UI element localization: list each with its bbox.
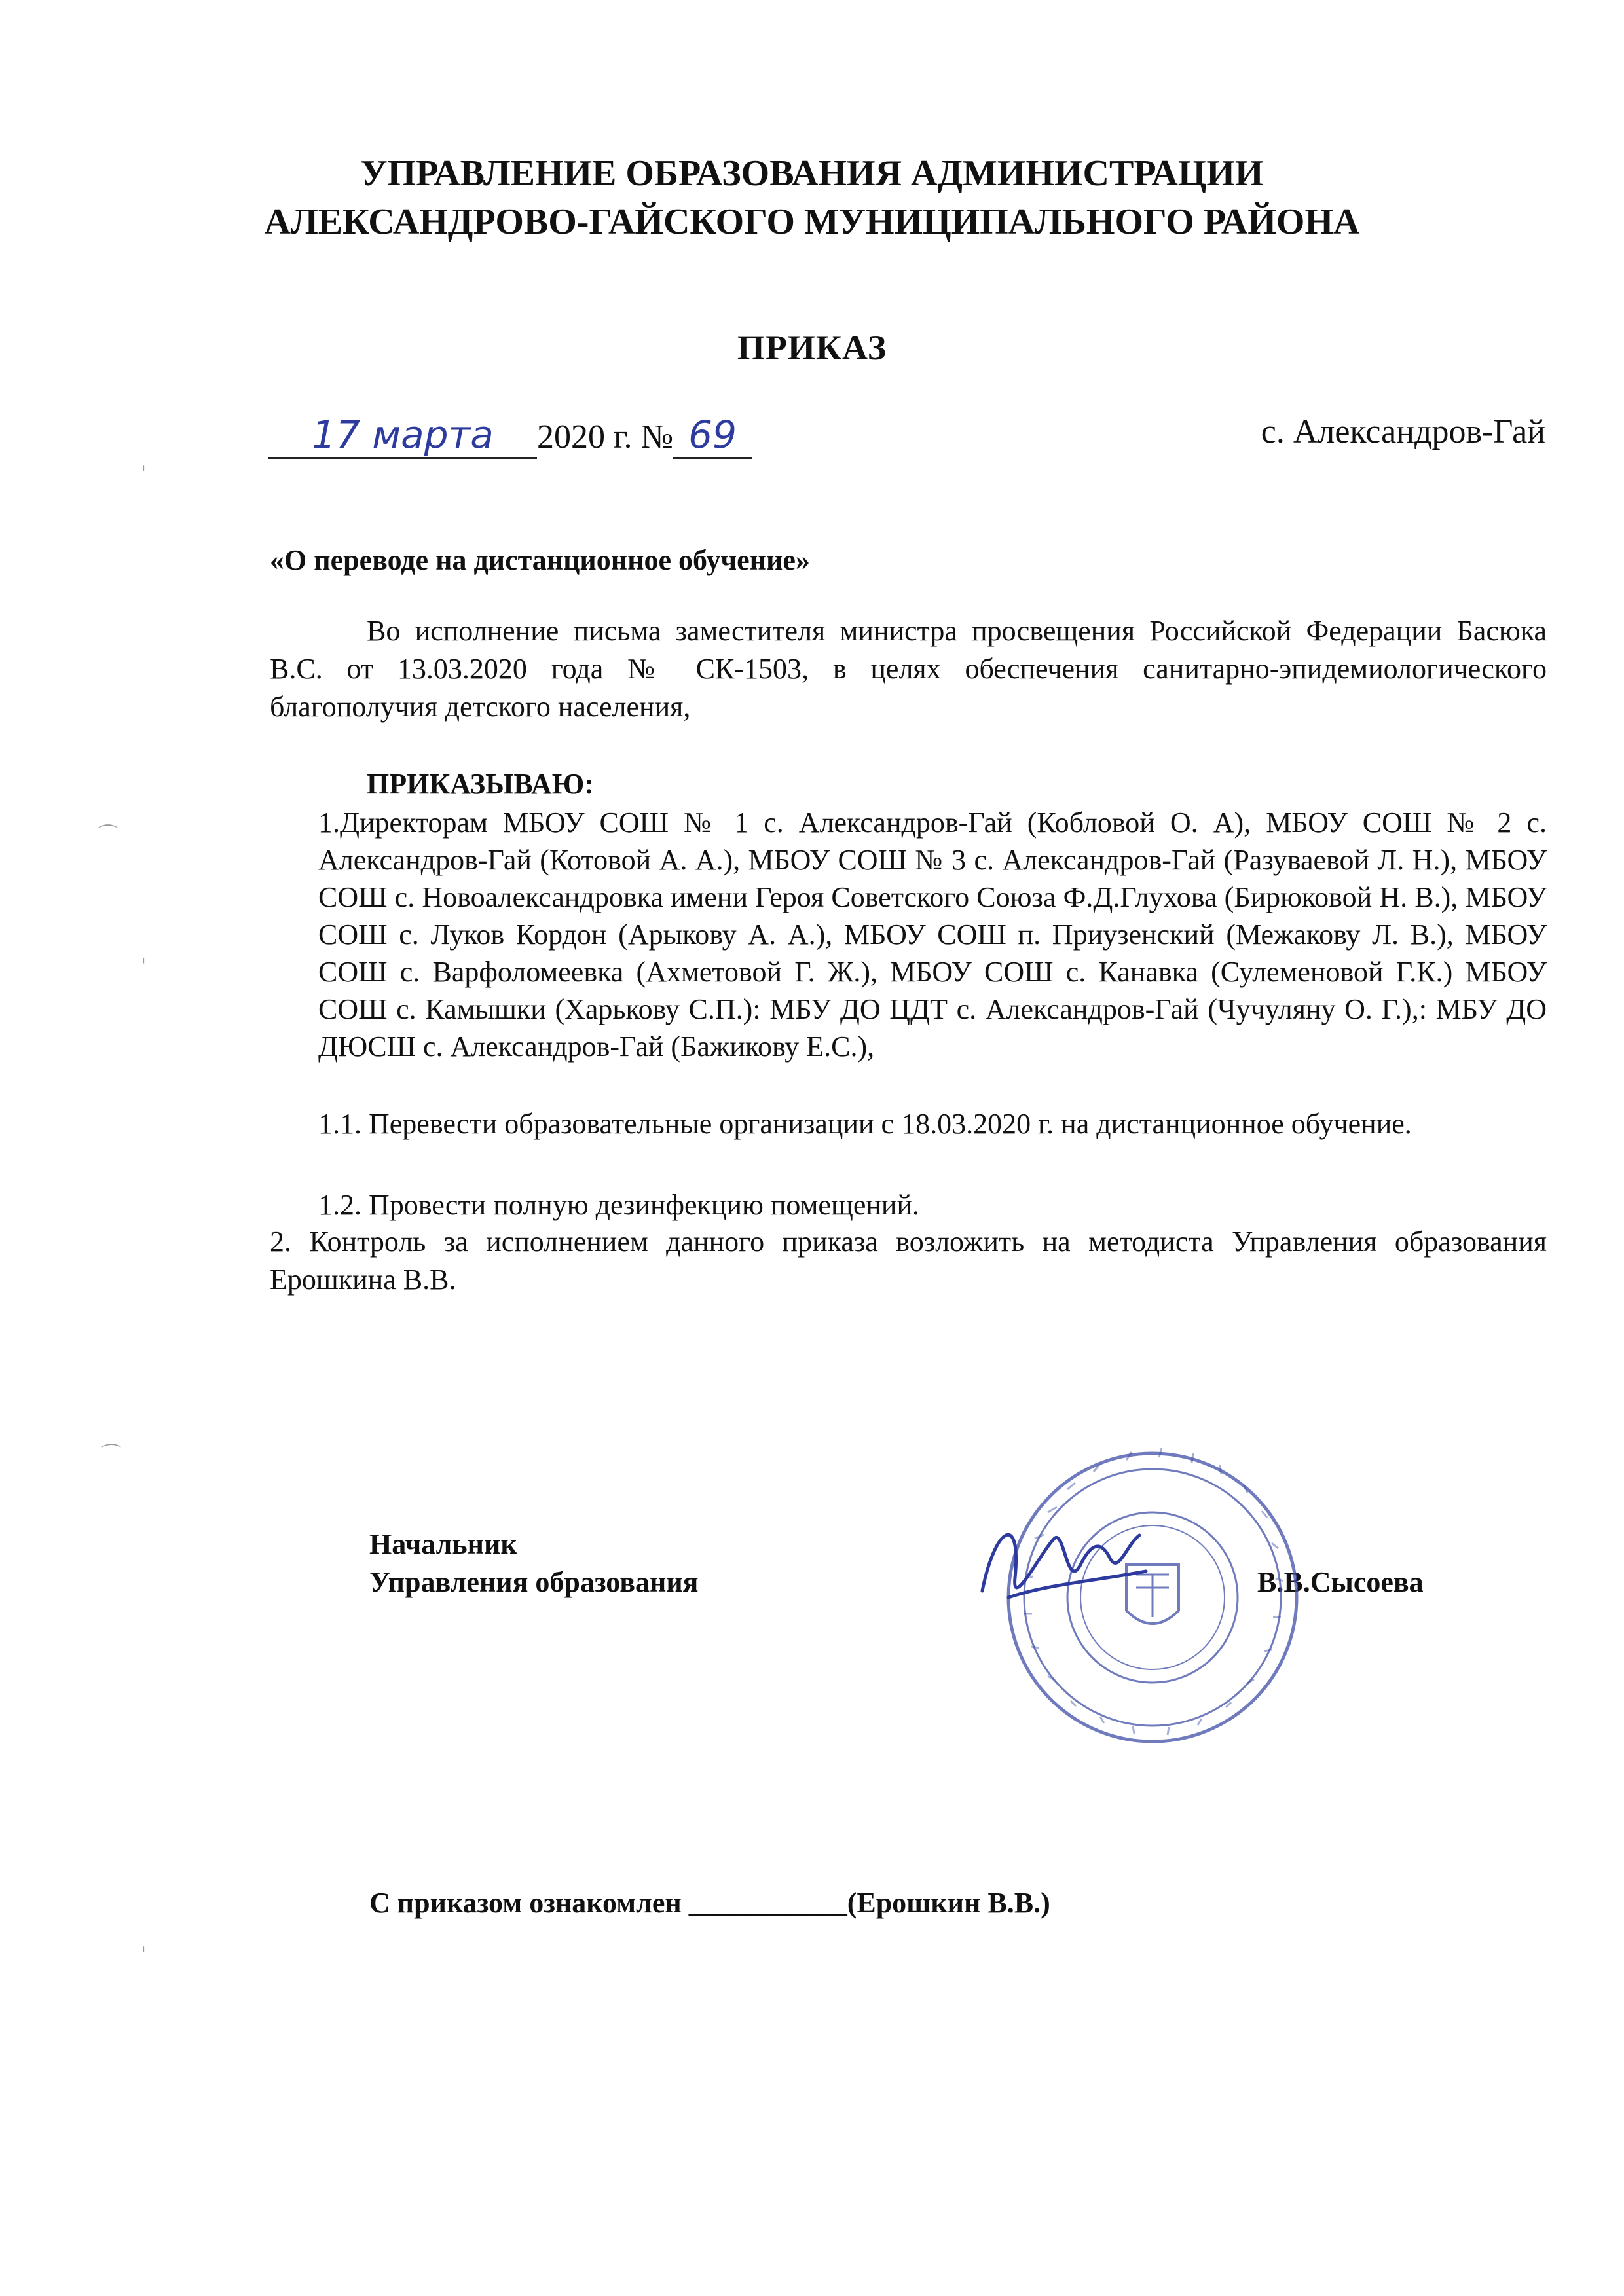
preamble-paragraph xyxy=(270,612,1547,726)
scan-speck: ⌒ xyxy=(101,1443,121,1466)
organization-line-2: АЛЕКСАНДРОВО-ГАЙСКОГО МУНИЦИПАЛЬНОГО РАЙОНА xyxy=(264,202,1360,242)
position-line-1: Начальник xyxy=(369,1528,517,1560)
organization-line-1: УПРАВЛЕНИЕ ОБРАЗОВАНИЯ АДМИНИСТРАЦИИ xyxy=(360,153,1264,194)
handwritten-date: 17 марта xyxy=(312,412,494,457)
place-label: с. Александров-Гай xyxy=(1261,413,1545,450)
order-word: ПРИКАЗЫВАЮ: xyxy=(367,768,594,800)
scan-speck: ⌒ xyxy=(98,824,118,847)
year-number-label: 2020 г. № xyxy=(537,418,674,456)
document-subject: «О переводе на дистанционное обучение» xyxy=(270,544,810,576)
date-line xyxy=(268,412,1552,465)
date-field xyxy=(268,412,537,459)
number-field xyxy=(673,412,752,459)
scan-speck: ˌ xyxy=(141,1931,147,1954)
order-item-1-1: 1.1. Перевести образовательные организации с 18.03.2020 г. на дистанционное обучение. xyxy=(318,1108,1412,1140)
handwritten-signature xyxy=(969,1499,1153,1637)
document-title: ПРИКАЗ xyxy=(737,328,887,367)
order-item-1: 1.Директорам МБОУ СОШ № 1 с. Александров-Гай (Кобловой О. А), МБОУ СОШ № 2 с. Александров-Гай (Котовой А. А.), МБОУ СОШ № 3 с. Александров-Гай (Разуваевой Л. Н.), МБОУ СОШ с. Новоалександровка имени Героя Советского Союза Ф.Д.Глухова (Бирюковой Н. В.), МБОУ СОШ с. Луков Кордон (Арыкову А. А.), МБОУ СОШ п. Приузенский (Межакову Л. В.), МБОУ СОШ с. Варфоломеевка (Ахметовой Г. Ж.), МБОУ СОШ с. Канавка (Сулеменовой Г.К.) МБОУ СОШ с. Камышки (Харькову С.П.): МБУ ДО ЦДТ с. Александров-Гай (Чучуляну О. Г.),: МБУ ДО ДЮСШ с. Александров-Гай (Бажикову Е.С.), xyxy=(318,807,1547,1063)
scan-speck: ˌ xyxy=(141,943,147,966)
order-item-1-2: 1.2. Провести полную дезинфекцию помещений. xyxy=(318,1189,920,1221)
position-line-2: Управления образования xyxy=(369,1566,699,1598)
handwritten-number: 69 xyxy=(688,412,737,457)
signatory-name: В.В.Сысоева xyxy=(1257,1566,1424,1598)
order-item-2: 2. Контроль за исполнением данного приказа возложить на методиста Управления образования Ерошкина В.В. xyxy=(270,1226,1547,1296)
signatory-position xyxy=(369,1525,698,1601)
organization-header xyxy=(0,149,1624,246)
scan-speck: ˌ xyxy=(141,450,147,473)
acknowledgement-line: С приказом ознакомлен ___________(Ерошкин В.В.) xyxy=(369,1887,1050,1919)
preamble-text: Во исполнение письма заместителя министра просвещения Российской Федерации Басюка В.С. от 13.03.2020 года № СК-1503, в целях обеспечения санитарно-эпидемиологического благополучия детского населения, xyxy=(270,615,1547,723)
